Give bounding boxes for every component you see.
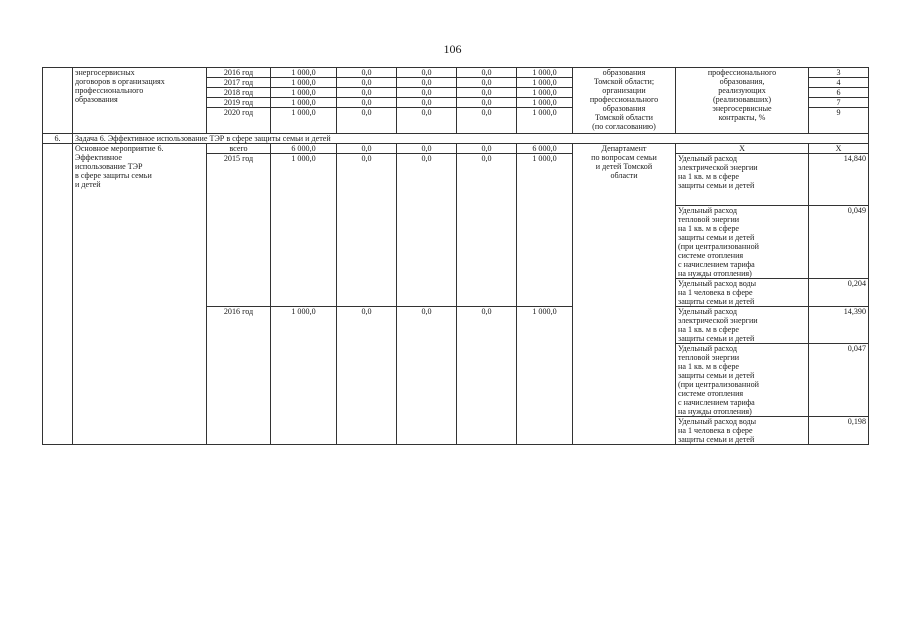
value-cell: 1 000,0 <box>517 108 573 134</box>
indicator-line: на 1 кв. м в сфере <box>678 224 739 233</box>
indicator-line: защиты семьи и детей <box>678 233 755 242</box>
executor-line: образования <box>602 104 646 113</box>
value-cell: 0,0 <box>337 154 397 307</box>
action-line: образования <box>75 95 118 104</box>
task-number: 6. <box>43 134 73 144</box>
indicator-cell <box>676 68 809 134</box>
indicator-line: энергосервисные <box>712 104 772 113</box>
task-title: Задача 6. Эффективное использование ТЭР в сфере защиты семьи и детей <box>73 134 869 144</box>
action-line: профессионального <box>75 86 144 95</box>
value-cell: 0,0 <box>397 307 457 445</box>
indicator-value-cell: 4 <box>809 78 869 88</box>
page-number: 106 <box>443 42 462 56</box>
table-row <box>43 144 869 154</box>
value-cell: 1 000,0 <box>517 307 573 445</box>
value-cell: 0,0 <box>337 144 397 154</box>
year-cell: 2019 год <box>207 98 271 108</box>
indicator-value-cell: X <box>809 144 869 154</box>
year-cell: 2017 год <box>207 78 271 88</box>
executor-line: образования <box>602 68 646 77</box>
year-cell: 2015 год <box>207 154 271 307</box>
value-cell: 0,0 <box>337 88 397 98</box>
indicator-line: системе отопления <box>678 389 744 398</box>
value-cell: 0,0 <box>457 154 517 307</box>
indicator-line: тепловой энергии <box>678 215 740 224</box>
measure-line: Эффективное <box>75 153 122 162</box>
value-cell: 0,0 <box>457 88 517 98</box>
indicator-line: защиты семьи и детей <box>678 371 755 380</box>
value-cell: 0,0 <box>397 154 457 307</box>
value-cell: 0,0 <box>397 78 457 88</box>
value-cell: 0,0 <box>337 108 397 134</box>
value-cell: 1 000,0 <box>271 88 337 98</box>
value-cell: 0,0 <box>337 98 397 108</box>
value-cell: 1 000,0 <box>271 108 337 134</box>
value-cell: 1 000,0 <box>517 78 573 88</box>
indicator-cell: X <box>676 144 809 154</box>
indicator-line: образования, <box>719 77 765 86</box>
value-cell: 1 000,0 <box>271 98 337 108</box>
indicator-cell <box>676 307 809 344</box>
executor-line: Томской области; <box>593 77 655 86</box>
indicator-line: Удельный расход <box>678 344 737 353</box>
value-cell: 1 000,0 <box>517 154 573 307</box>
year-cell: всего <box>207 144 271 154</box>
value-cell: 0,0 <box>457 68 517 78</box>
executor-line: по вопросам семьи <box>591 153 657 162</box>
action-line: энергосервисных <box>75 68 135 77</box>
value-cell: 0,0 <box>397 108 457 134</box>
value-cell: 0,0 <box>337 78 397 88</box>
number-cell <box>43 144 73 445</box>
year-cell: 2016 год <box>207 68 271 78</box>
indicator-value-cell: 0,204 <box>809 279 869 307</box>
value-cell: 1 000,0 <box>271 307 337 445</box>
executor-line: области <box>610 171 638 180</box>
indicator-line: защиты семьи и детей <box>678 297 755 306</box>
indicator-value-cell: 0,047 <box>809 344 869 417</box>
indicator-line: реализующих <box>718 86 766 95</box>
task-row <box>43 134 869 144</box>
indicator-cell <box>676 279 809 307</box>
indicator-line: электрической энергии <box>678 163 758 172</box>
indicator-value-cell: 14,390 <box>809 307 869 344</box>
table-row <box>43 68 869 78</box>
indicator-line: контракты, % <box>718 113 766 122</box>
indicator-line: тепловой энергии <box>678 353 740 362</box>
executor-cell <box>573 68 676 134</box>
value-cell: 6 000,0 <box>271 144 337 154</box>
value-cell: 1 000,0 <box>271 68 337 78</box>
value-cell: 6 000,0 <box>517 144 573 154</box>
indicator-line: Удельный расход <box>678 307 737 316</box>
executor-line: Томской области <box>595 113 653 122</box>
indicator-value-cell: 6 <box>809 88 869 98</box>
indicator-value-cell: 0,049 <box>809 206 869 279</box>
value-cell: 0,0 <box>457 307 517 445</box>
indicator-line: (реализовавших) <box>712 95 772 104</box>
value-cell: 1 000,0 <box>517 88 573 98</box>
value-cell: 0,0 <box>337 68 397 78</box>
year-cell: 2020 год <box>207 108 271 134</box>
indicator-line: профессионального <box>707 68 777 77</box>
value-cell: 1 000,0 <box>517 68 573 78</box>
measure-line: использование ТЭР <box>75 162 143 171</box>
value-cell: 0,0 <box>457 108 517 134</box>
value-cell: 0,0 <box>337 307 397 445</box>
indicator-line: на нужды отопления) <box>678 407 752 416</box>
executor-line: организации <box>602 86 646 95</box>
value-cell: 0,0 <box>457 98 517 108</box>
year-cell: 2018 год <box>207 88 271 98</box>
indicator-cell <box>676 417 809 445</box>
indicator-line: на 1 кв. м в сфере <box>678 325 739 334</box>
indicator-line: на 1 человека в сфере <box>678 426 753 435</box>
measure-line: в сфере защиты семьи <box>75 171 152 180</box>
indicator-line: защиты семьи и детей <box>678 181 755 190</box>
action-cell <box>73 68 207 134</box>
indicator-line: на 1 кв. м в сфере <box>678 172 739 181</box>
value-cell: 0,0 <box>397 98 457 108</box>
indicator-value-cell: 7 <box>809 98 869 108</box>
value-cell: 1 000,0 <box>517 98 573 108</box>
value-cell: 0,0 <box>397 88 457 98</box>
indicator-value-cell: 14,840 <box>809 154 869 206</box>
indicator-line: с начислением тарифа <box>678 398 755 407</box>
indicator-line: (при централизованной <box>678 242 759 251</box>
indicator-line: Удельный расход <box>678 206 737 215</box>
indicator-line: на 1 человека в сфере <box>678 288 753 297</box>
measure-line: и детей <box>75 180 101 189</box>
indicator-line: на 1 кв. м в сфере <box>678 362 739 371</box>
value-cell: 1 000,0 <box>271 154 337 307</box>
measure-cell <box>73 144 207 445</box>
indicator-line: Удельный расход воды <box>678 279 757 288</box>
indicator-cell <box>676 344 809 417</box>
indicator-line: электрической энергии <box>678 316 758 325</box>
indicator-value-cell: 3 <box>809 68 869 78</box>
indicator-line: Удельный расход воды <box>678 417 757 426</box>
executor-line: и детей Томской <box>595 162 653 171</box>
indicator-line: (при централизованной <box>678 380 759 389</box>
indicator-line: Удельный расход <box>678 154 737 163</box>
indicator-line: с начислением тарифа <box>678 260 755 269</box>
value-cell: 0,0 <box>397 144 457 154</box>
indicator-value-cell: 9 <box>809 108 869 134</box>
indicator-line: защиты семьи и детей <box>678 435 755 444</box>
executor-line: (по согласованию) <box>592 122 656 131</box>
number-cell <box>43 68 73 134</box>
value-cell: 1 000,0 <box>271 78 337 88</box>
indicator-line: системе отопления <box>678 251 744 260</box>
indicator-cell <box>676 154 809 206</box>
value-cell: 0,0 <box>457 144 517 154</box>
indicator-cell <box>676 206 809 279</box>
year-cell: 2016 год <box>207 307 271 445</box>
value-cell: 0,0 <box>457 78 517 88</box>
indicator-line: на нужды отопления) <box>678 269 752 278</box>
indicator-value-cell: 0,198 <box>809 417 869 445</box>
indicator-line: защиты семьи и детей <box>678 334 755 343</box>
executor-line: Департамент <box>601 144 647 153</box>
action-line: договоров в организациях <box>75 77 165 86</box>
executor-cell <box>573 144 676 445</box>
executor-line: профессионального <box>589 95 659 104</box>
measure-line: Основное мероприятие 6. <box>75 144 164 153</box>
value-cell: 0,0 <box>397 68 457 78</box>
program-table <box>42 67 869 445</box>
